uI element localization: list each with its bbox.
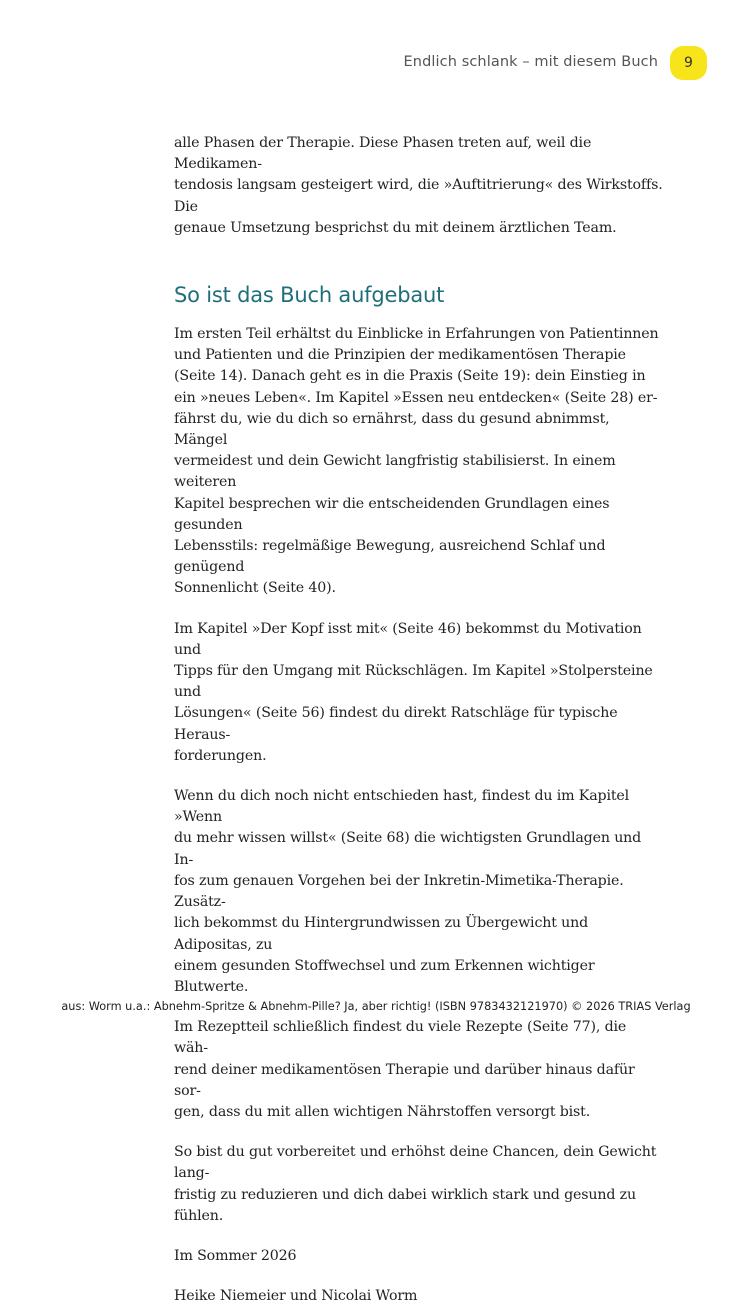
paragraph: Im ersten Teil erhältst du Einblicke in Erfahrungen von Patientinnen und Patienten und die Prinzipien der medikamentösen Therapie (Seite 14). Danach geht es in die Praxis (Seite 19): dein Einstieg in ein »neues Leben«. Im Kapitel »Essen neu entdecken« (Seite 28) er- fährst du, wie du dich so ernährst, dass du gesund abnimmst, Mängel vermeidest und dein Gewicht langfristig stabilisierst. In einem weiteren Kapitel besprechen wir die entscheidenden Grundlagen eines gesunden Lebensstils: regelmäßige Bewegung, ausreichend Schlaf und genügend Sonnenlicht (Seite 40).	[174, 326, 659, 597]
running-title: Endlich schlank – mit diesem Buch	[403, 54, 658, 70]
date-line: Im Sommer 2026	[174, 1247, 297, 1264]
paragraph: Im Kapitel »Der Kopf isst mit« (Seite 46) bekommst du Motivation und Tipps für den Umgang mit Rückschlägen. Im Kapitel »Stolpersteine und Lösungen« (Seite 56) findest du direkt Ratschläge für typische Heraus- forderungen.	[174, 620, 653, 764]
page-number-badge	[670, 46, 707, 80]
authors-line: Heike Niemeier und Nicolai Worm	[174, 1288, 418, 1305]
main-content	[174, 133, 664, 1307]
intro-paragraph: alle Phasen der Therapie. Diese Phasen treten auf, weil die Medikamen- tendosis langsam gesteigert wird, die »Auftitrierung« des Wirkstoffs. Die genaue Umsetzung besprichst du mit deinem ärztlichen Team.	[174, 135, 663, 236]
page-number: 9	[684, 55, 693, 71]
paragraph: Im Rezeptteil schließlich findest du viele Rezepte (Seite 77), die wäh- rend deiner medikamentösen Therapie und darüber hinaus dafür sor- gen, dass du mit allen wichtigen Nährstoffen versorgt bist.	[174, 1019, 635, 1120]
section-heading: So ist das Buch aufgebaut	[174, 283, 445, 308]
paragraph: Wenn du dich noch nicht entschieden hast, findest du im Kapitel »Wenn du mehr wissen willst« (Seite 68) die wichtigsten Grundlagen und In- fos zum genauen Vorgehen bei der Inkretin-Mimetika-Therapie. Zusätz- lich bekommst du Hintergrundwissen zu Übergewicht und Adipositas, zu einem gesunden Stoffwechsel und zum Erkennen wichtiger Blutwerte.	[174, 788, 642, 995]
paragraph: So bist du gut vorbereitet und erhöhst deine Chancen, dein Gewicht lang- fristig zu reduzieren und dich dabei wirklich stark und gesund zu fühlen.	[174, 1144, 657, 1224]
footer-citation: aus: Worm u.a.: Abnehm-Spritze & Abnehm-Pille? Ja, aber richtig! (ISBN 9783432121970) © 2026 TRIAS Verlag	[61, 1000, 691, 1013]
